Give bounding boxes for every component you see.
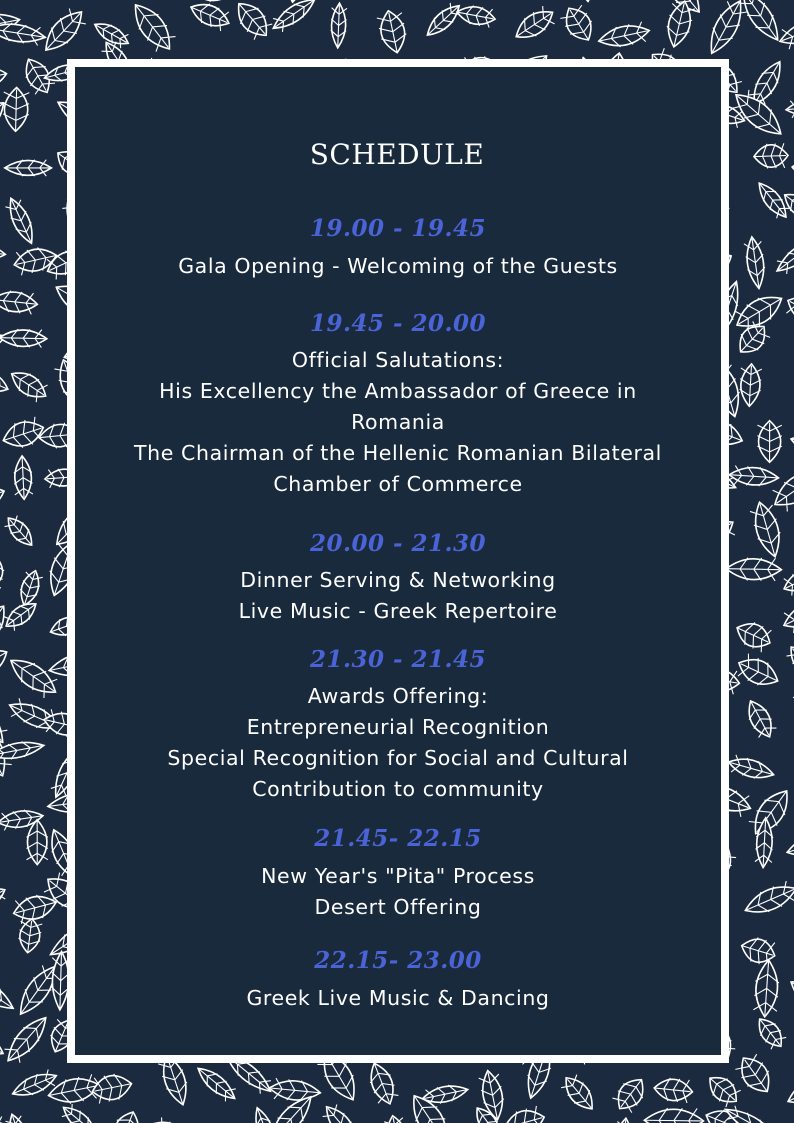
leaf-outline (2, 513, 38, 551)
event-line: Desert Offering (314, 895, 482, 919)
leaf-outline (126, 0, 179, 56)
event-line: Entrepreneurial Recognition (246, 715, 550, 739)
leaf-outline (383, 1114, 410, 1123)
leaf-outline (0, 738, 45, 763)
event-line: Greek Live Music & Dancing (246, 986, 550, 1010)
leaf-outline (790, 1027, 794, 1071)
leaf-outline (757, 421, 781, 463)
leaf-outline (90, 1071, 134, 1105)
leaf-outline (0, 481, 8, 514)
event-line: Dinner Serving & Networking (240, 568, 556, 592)
leaf-outline (0, 695, 11, 750)
leaf-outline (4, 1112, 33, 1123)
leaf-outline (597, 20, 652, 51)
leaf-outline (150, 1116, 192, 1123)
leaf-outline (558, 1071, 600, 1115)
event-line: Official Salutations: (291, 348, 505, 372)
leaf-outline (268, 1078, 321, 1104)
event-line: Special Recognition for Social and Cultural (167, 746, 629, 770)
leaf-outline (1, 597, 41, 633)
leaf-outline (26, 820, 47, 865)
leaf-outline (330, 3, 347, 48)
leaf-outline (422, 0, 465, 41)
schedule-item (75, 529, 721, 627)
leaf-outline (0, 289, 38, 315)
leaf-outline (4, 651, 62, 701)
event-line: Romania (351, 410, 445, 434)
leaf-outline (743, 236, 768, 290)
time-range: 21.30 - 21.45 (309, 646, 487, 673)
leaf-outline (732, 617, 775, 654)
leaf-outline (58, 1101, 101, 1123)
leaf-outline (0, 1027, 7, 1061)
leaf-outline (610, 1072, 651, 1115)
time-range: 19.00 - 19.45 (309, 215, 487, 242)
leaf-outline (768, 462, 794, 515)
leaf-outline (0, 64, 8, 90)
leaf-outline (187, 0, 233, 33)
leaf-outline (752, 1013, 788, 1052)
leaf-outline (0, 367, 11, 397)
leaf-outline (783, 290, 794, 329)
leaf-outline (738, 934, 778, 968)
time-range: 20.00 - 21.30 (309, 530, 487, 557)
schedule-item (75, 824, 721, 923)
leaf-outline (230, 0, 275, 43)
leaf-outline (0, 643, 12, 681)
leaf-outline (3, 195, 39, 247)
leaf-outline (644, 1108, 704, 1123)
leaf-outline (703, 1070, 744, 1110)
leaf-outline (779, 594, 794, 635)
leaf-outline (784, 971, 794, 1024)
event-line: Contribution to community (252, 777, 544, 801)
leaf-outline (364, 1059, 400, 1108)
leaf-outline (250, 1105, 280, 1123)
page-title: SCHEDULE (309, 138, 485, 171)
leaf-outline (575, 0, 597, 2)
leaf-outline (16, 568, 44, 608)
leaf-outline (0, 329, 47, 348)
leaf-outline (788, 428, 794, 463)
leaf-outline (0, 238, 6, 264)
schedule-item (75, 309, 721, 500)
leaf-outline (558, 2, 599, 47)
leaf-outline (776, 13, 794, 51)
leaf-outline (783, 1069, 794, 1111)
event-line: Awards Offering: (307, 684, 489, 708)
leaf-outline (376, 8, 410, 55)
event-line: Gala Opening - Welcoming of the Guests (178, 254, 618, 278)
leaf-outline (187, 1119, 224, 1123)
leaf-outline (0, 20, 47, 47)
leaf-outline (510, 3, 558, 45)
time-range: 19.45 - 20.00 (309, 310, 487, 337)
leaf-outline (653, 1076, 694, 1103)
leaf-outline (748, 499, 786, 560)
leaf-outline (702, 0, 750, 59)
leaf-outline (17, 918, 43, 955)
leaf-outline (734, 652, 783, 693)
leaf-outline (13, 456, 33, 500)
leaf-outline (772, 232, 794, 277)
event-line: His Excellency the Ambassador of Greece in (159, 379, 637, 403)
leaf-outline (0, 970, 18, 1016)
leaf-outline (726, 557, 782, 581)
leaf-outline (784, 641, 794, 682)
leaf-outline (784, 827, 794, 862)
leaf-outline (3, 87, 30, 131)
leaf-outline (742, 696, 779, 741)
leaf-outline (741, 879, 794, 921)
schedule-item (75, 645, 721, 805)
leaf-outline (6, 365, 51, 405)
leaf-outline (735, 0, 787, 46)
time-range: 22.15- 23.00 (314, 947, 482, 974)
leaf-outline (0, 882, 9, 914)
event-line: The Chairman of the Hellenic Romanian Bilateral (134, 441, 662, 465)
time-range: 21.45- 22.15 (314, 825, 482, 852)
event-line: Live Music - Greek Repertoire (238, 599, 558, 623)
event-line: New Year's "Pita" Process (261, 864, 535, 888)
schedule-item (75, 214, 721, 282)
leaf-outline (777, 1114, 794, 1123)
schedule-item (75, 946, 721, 1014)
leaf-outline (0, 415, 47, 452)
leaf-outline (319, 1101, 362, 1123)
leaf-outline (726, 753, 776, 783)
event-line: Chamber of Commerce (273, 472, 523, 496)
leaf-outline (729, 465, 779, 487)
leaf-outline (613, 1117, 634, 1123)
leaf-outline (753, 959, 781, 1017)
leaf-outline (785, 96, 794, 118)
leaf-outline (38, 4, 90, 58)
leaf-outline (455, 3, 497, 29)
leaf-outline (733, 1050, 778, 1099)
leaf-outline (0, 1011, 53, 1068)
leaf-outline (739, 363, 762, 407)
leaf-outline (501, 1105, 548, 1123)
leaf-outline (0, 519, 1, 551)
leaf-outline (109, 1108, 144, 1123)
leaf-outline (0, 553, 7, 592)
leaf-outline (269, 0, 320, 35)
